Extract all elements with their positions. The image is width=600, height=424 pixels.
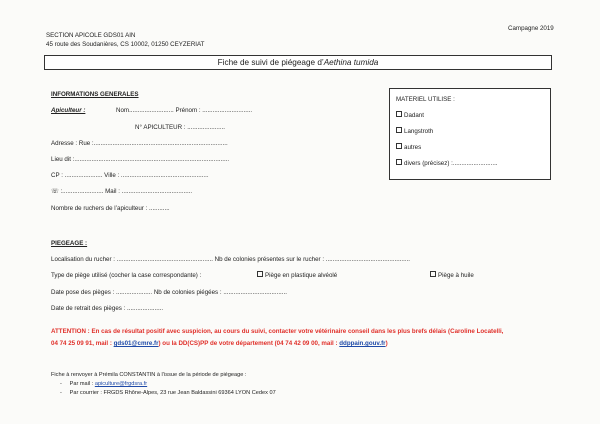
materiel-box [389,88,551,180]
checkbox-icon[interactable] [430,271,436,277]
lieu-dit-field[interactable]: Lieu dit :.......................................................................................... [51,156,230,163]
footer-courier: - Par courrier : FRGDS Rhône-Alpes, 23 rue Jean Baldassini 69364 LYON Cedex 07 [60,390,276,396]
checkbox-icon[interactable] [396,127,402,133]
checkbox-icon[interactable] [396,143,402,149]
campaign-label: Campagne 2019 [508,25,554,32]
attention-line1: ATTENTION : En cas de résultat positif avec suspicion, au cours du suivi, contacter votre vétérinaire conseil dans les plus brefs délais (Caroline Locatelli, [51,328,504,335]
phone-mail-field[interactable]: ☏ :........................ Mail : ......................................... [51,188,193,195]
n-apiculteur-field[interactable]: N° APICULTEUR : ...................... [135,124,226,131]
bullet-icon: - [60,381,70,387]
org-name: SECTION APICOLE GDS01 AIN [46,32,136,39]
email-ddpp-link[interactable]: ddppain.gouv.fr [339,340,386,347]
org-address: 45 route des Soudanières, CS 10002, 01250 CEYZERIAT [46,41,205,48]
nb-ruchers-field[interactable]: Nombre de ruchers de l’apiculteur : ............ [51,205,170,212]
date-pose-field[interactable]: Date pose des pièges : ..................... Nb de colonies piégées : ..................................... [51,289,287,296]
infos-heading: INFORMATIONS GENERALES [51,91,139,98]
bullet-icon: - [60,390,70,396]
nom-field[interactable]: Nom.......................... Prénom : ............................. [116,107,253,114]
materiel-option-divers[interactable]: divers (précisez) :.......................... [396,160,498,167]
checkbox-icon[interactable] [396,111,402,117]
materiel-option-dadant[interactable]: Dadant [396,112,424,119]
apiculteur-label: Apiculteur : [51,107,86,114]
option-huile[interactable]: Piège à huile [430,272,474,279]
checkbox-icon[interactable] [257,271,263,277]
cp-ville-field[interactable]: CP : ...................... Ville : ................................................... [51,172,209,179]
attention-line2: 04 74 25 09 91, mail : gds01@cmre.fr) ou la DD(CS)PP de votre département (04 74 42 09 00, mail : ddppain.gouv.fr) [51,340,388,347]
piegeage-heading: PIEGEAGE : [51,240,88,247]
option-plastique[interactable]: Piège en plastique alvéolé [257,272,337,279]
type-piege-label: Type de piège utilisé (cocher la case correspondante) : [51,272,202,279]
footer-mail: - Par mail : apiculture@frgdsra.fr [60,381,148,387]
footer-intro: Fiche à renvoyer à Prémila CONSTANTIN à l’issue de la période de piégeage : [51,372,247,378]
title-species: Aethina tumida [323,58,379,67]
adresse-field[interactable]: Adresse : Rue :.............................................................................. [51,140,228,147]
email-apiculture-link[interactable]: apiculture@frgdsra.fr [94,381,148,387]
materiel-option-autres[interactable]: autres [396,144,421,151]
checkbox-icon[interactable] [396,159,402,165]
title-prefix: Fiche de suivi de piégeage d’ [217,58,324,67]
form-title [44,55,552,70]
localisation-field[interactable]: Localisation du rucher : ........................................................ Nb de colonies présentes sur le rucher : ................................................. [51,256,411,263]
materiel-heading: MATERIEL UTILISE : [396,96,455,103]
date-retrait-field[interactable]: Date de retrait des pièges : ..................... [51,305,164,312]
materiel-option-langstroth[interactable]: Langstroth [396,128,433,135]
email-gds01-link[interactable]: gds01@cmre.fr [113,340,159,347]
